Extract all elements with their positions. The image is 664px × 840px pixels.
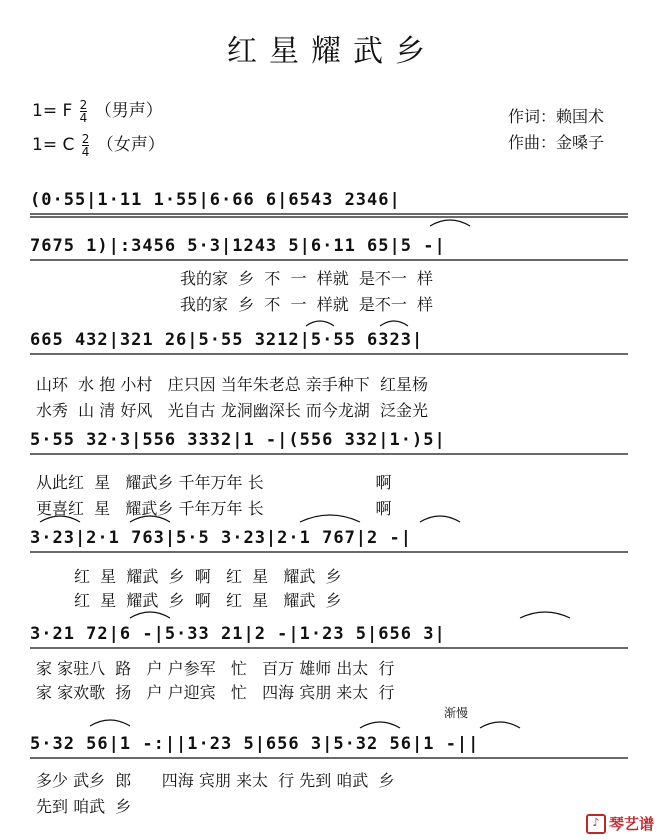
lyric-row-4-verse-1: 从此红 星 耀武乡 千年万年 长 啊 <box>36 473 392 492</box>
lyric-row-5-verse-1: 红 星 耀武 乡 啊 红 星 耀武 乡 <box>74 567 342 586</box>
site-watermark <box>586 813 654 835</box>
score-row-4: 5·55 32·3|556 3332|1 -|(556 332|1·)5| <box>30 430 446 450</box>
voice-label: （女声） <box>96 135 165 155</box>
slur <box>90 720 130 726</box>
lyric-row-2-verse-1: 我的家 乡 不 一 样就 是不一 样 <box>180 269 434 288</box>
lyric-row-7-verse-1: 多少 武乡 郎 四海 宾朋 来太 行 先到 咱武 乡 <box>36 771 395 790</box>
key-signature-female <box>32 130 165 158</box>
score-row-6: 3·21 72|6 -|5·33 21|2 -|1·23 5|656 3| <box>30 624 446 644</box>
slur <box>130 612 170 618</box>
lyric-row-2-verse-2: 我的家 乡 不 一 样就 是不一 样 <box>180 295 434 314</box>
watermark-logo-icon: ♪ <box>586 814 606 834</box>
lyric-row-6-verse-1: 家 家驻八 路 户 户参军 忙 百万 雄师 出太 行 <box>36 659 395 678</box>
lyric-row-4-verse-2: 更喜红 星 耀武乡 千年万年 长 啊 <box>36 499 392 518</box>
score-row-1: (0·55|1·11 1·55|6·66 6|6543 2346| <box>30 190 401 210</box>
slur <box>380 321 408 326</box>
key-label: 1= F <box>32 101 73 121</box>
slur <box>360 722 400 728</box>
lyric-row-6-verse-2: 家 家欢歌 扬 户 户迎宾 忙 四海 宾朋 来太 行 <box>36 683 395 702</box>
slur <box>520 612 570 618</box>
time-signature: $\frac{2}{4}$ <box>79 97 88 125</box>
lyric-row-5-verse-2: 红 星 耀武 乡 啊 红 星 耀武 乡 <box>74 591 342 610</box>
voice-label: （男声） <box>94 101 163 121</box>
slur <box>480 722 520 728</box>
lyric-row-3-verse-2: 水秀 山 清 好风 光自古 龙洞幽深长 而今龙湖 泛金光 <box>36 401 428 420</box>
lyric-row-3-verse-1: 山环 水 抱 小村 庄只因 当年朱老总 亲手种下 红星杨 <box>36 375 428 394</box>
lyricist-credit: 作词：赖国术 <box>508 107 605 126</box>
slur <box>306 321 334 326</box>
watermark-text: 琴艺谱 <box>608 814 654 833</box>
song-title: 红星耀武乡 <box>227 34 437 69</box>
key-label: 1= C <box>32 135 75 155</box>
key-signature-male <box>32 96 163 124</box>
score-row-7: 5·32 56|1 -:||1·23 5|656 3|5·32 56|1 -|| <box>30 734 480 754</box>
slur <box>430 220 470 226</box>
composer-credit: 作曲：金嗓子 <box>508 133 605 152</box>
slur <box>420 516 460 522</box>
score-row-3: 665 432|321 26|5·55 3212|5·55 6323| <box>30 330 424 350</box>
time-signature: $\frac{2}{4}$ <box>81 131 90 159</box>
tempo-marking: 渐慢 <box>444 706 469 720</box>
lyric-row-7-verse-2: 先到 咱武 乡 <box>36 797 132 816</box>
score-row-2: 7675 1)|:3456 5·3|1243 5|6·11 65|5 -| <box>30 236 446 256</box>
score-row-5: 3·23|2·1 763|5·5 3·23|2·1 767|2 -| <box>30 528 412 548</box>
